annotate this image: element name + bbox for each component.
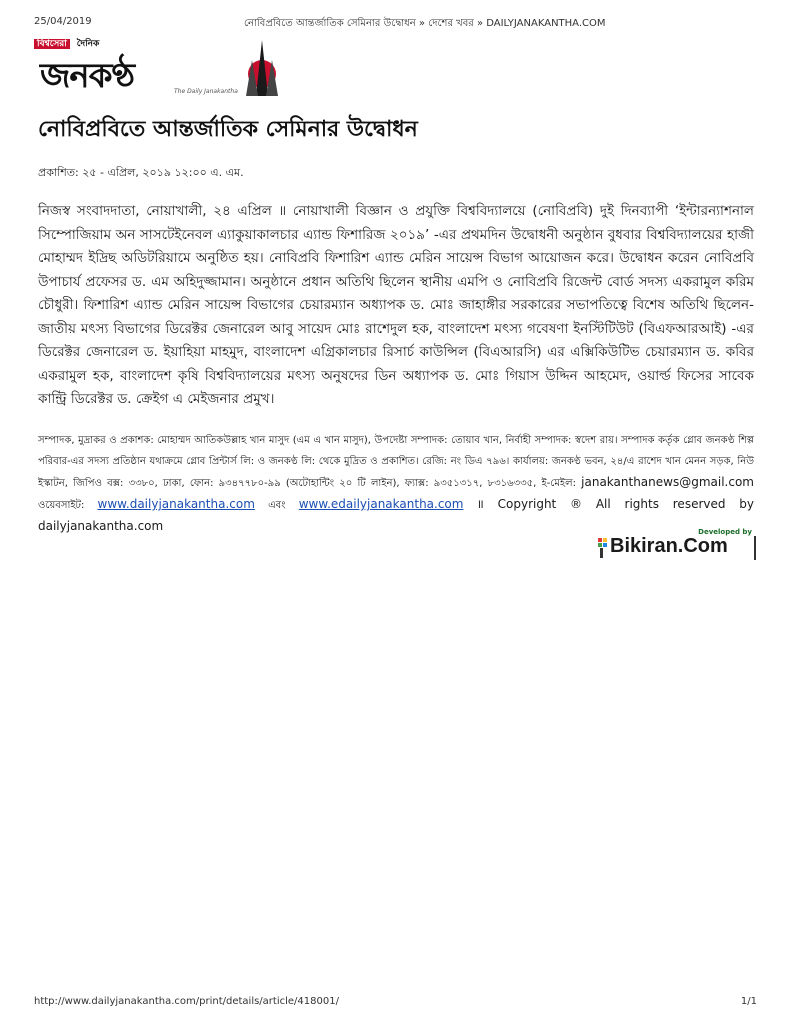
and-word: এবং xyxy=(268,500,286,511)
logo-wordmark: জনকণ্ঠ xyxy=(40,56,135,96)
article-headline: নোবিপ্রবিতে আন্তর্জাতিক সেমিনার উদ্বোধন xyxy=(38,117,418,142)
developer-divider xyxy=(754,536,756,560)
developer-badge[interactable] xyxy=(598,528,756,560)
copyright-text: ॥ Copyright ® All rights reserved by dailyjanakantha.com xyxy=(38,497,755,533)
article-body: নিজস্ব সংবাদদাতা, নোয়াখালী, ২৪ এপ্রিল ॥ নোয়াখালী বিজ্ঞান ও প্রযুক্তি বিশ্ববিদ্যালয়ে (নোবিপ্রবি) দুই দিনব্যাপী ‘ইন্টারন্যাশনাল সিম্পোজিয়াম অন সাসটেইনেবল এ্যাকুয়াকালচার এ্যান্ড ফিশারিজ ২০১৯’ -এর প্রথমদিন উদ্বোধনী অনুষ্ঠান বুধবার বিশ্ববিদ্যালয়ের হাজী মোহাম্মদ ইদ্রিছ অডিটরিয়ামে অনুষ্ঠিত হয়। নোবিপ্রবি ফিশারিশ এ্যান্ড মেরিন সায়েন্স বিভাগ আয়োজন করে। উদ্বোধন করেন নোবিপ্রবি উপাচার্য প্রফেসর ড. এম অহিদুজ্জামান। অনুষ্ঠানে প্রধান অতিথি ছিলেন স্থানীয় এমপি ও নোবিপ্রবি রিজেন্ট বোর্ড সদস্য একরামুল করিম চৌধুরী। ফিশারিশ এ্যান্ড মেরিন সায়েন্স বিভাগের চেয়ারম্যান অধ্যাপক ড. মোঃ জাহাঙ্গীর সরকারের সভাপতিত্বে বিশেষ অতিথি ছিলেন- জাতীয় মৎস্য বিভাগের ডিরেক্টর জেনারেল আবু সায়েদ মোঃ রাশেদুল হক, বাংলাদেশ মৎস্য গবেষণা ইনস্টিটিউট (বিএফআরআই) -এর ডিরেক্টর জেনারেল ড. ইয়াহিয়া মাহমুদ, বাংলাদেশ এগ্রিকালচার রিসার্চ কাউন্সিল (বিএআরসি) এর এক্সিকিউটিভ চেয়ারম্যান ড. কবির একরামুল হক, বাংলাদেশ কৃষি বিশ্ববিদ্যালয়ের মৎস্য অনুষদের ডিন অধ্যাপক ড. মোঃ গিয়াস উদ্দিন আহমেদ, ওয়ার্ল্ড ফিসের সাবেক কান্ট্রি ডিরেক্টর ড. ক্রেইগ এ মেইজনার প্রমুখ। xyxy=(38,203,754,407)
publish-date: প্রকাশিত: ২৫ - এপ্রিল, ২০১৯ ১২:০০ এ. এম. xyxy=(38,166,244,179)
developer-logo-icon xyxy=(598,538,608,558)
page-number: 1/1 xyxy=(740,996,757,1007)
contact-email: janakanthanews@gmail.com xyxy=(581,475,754,489)
print-header xyxy=(34,16,757,32)
imprint-text: সম্পাদক, মুদ্রাকর ও প্রকাশক: মোহাম্মদ আতিকউল্লাহ খান মাসুদ (এম এ খান মাসুদ), উপদেষ্টা সম্পাদক: তোয়াব খান, নির্বাহী সম্পাদক: স্বদেশ রায়। সম্পাদক কর্তৃক গ্লোব জনকণ্ঠ শিল্প পরিবার-এর সদস্য প্রতিষ্ঠান যথাক্রমে গ্লোব প্রিন্টার্স লি: ও জনকণ্ঠ লি: থেকে মুদ্রিত ও প্রকাশিত। রেজি: নং ডিএ ৭৯৬। কার্যালয়: জনকণ্ঠ ভবন, ২৪/এ রাশেদ খান মেনন সড়ক, নিউ ইস্কাটন, জিপিও বক্স: ৩৩৮০, ঢাকা, ফোন: ৯৩৪৭৭৮০-৯৯ (অটোহান্টিং ২০ টি লাইন), ফ্যাক্স: ৯৩৫১৩১৭, ৮৩১৬৩৩৫, ই-মেইল: xyxy=(38,435,754,489)
print-date: 25/04/2019 xyxy=(34,16,92,27)
publisher-imprint xyxy=(38,430,754,538)
print-page-title: নোবিপ্রবিতে আন্তর্জাতিক সেমিনার উদ্বোধন » দেশের খবর » DAILYJANAKANTHA.COM xyxy=(244,18,606,29)
print-footer xyxy=(34,996,757,1010)
developer-name: Bikiran.Com xyxy=(610,535,728,557)
website-link[interactable]: www.dailyjanakantha.com xyxy=(97,497,255,511)
logo-prefix: দৈনিক xyxy=(76,39,100,49)
logo-tagline: The Daily Janakantha xyxy=(174,88,238,95)
developer-label: Developed by xyxy=(698,528,752,536)
logo-top-text xyxy=(34,36,99,51)
newspaper-logo[interactable] xyxy=(34,36,284,100)
monument-icon xyxy=(240,38,284,98)
website-label: ওয়েবসাইট: xyxy=(38,500,85,511)
logo-badge: বিশ্বসেরা xyxy=(34,39,70,49)
epaper-link[interactable]: www.edailyjanakantha.com xyxy=(298,497,464,511)
print-url: http://www.dailyjanakantha.com/print/details/article/418001/ xyxy=(34,996,339,1007)
